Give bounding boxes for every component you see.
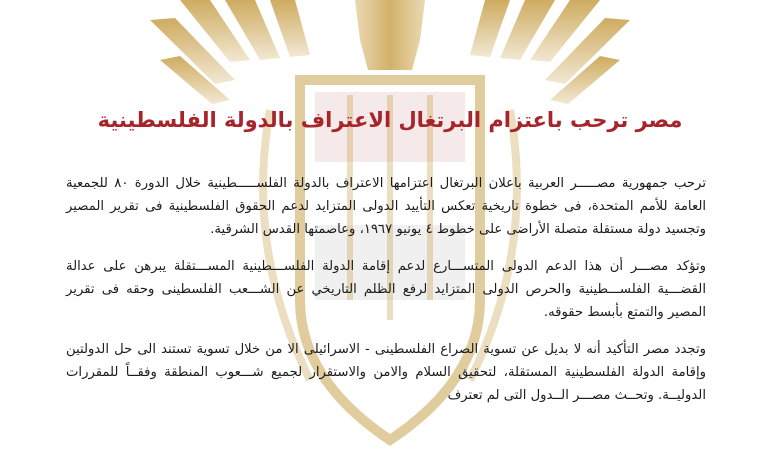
eagle-body bbox=[355, 0, 425, 70]
document-body bbox=[66, 172, 706, 421]
paragraph-1: ترحب جمهورية مصـــــر العربية باعلان البرتغال اعتزامها الاعتراف بالدولة الفلســـــطينية خلال الدورة ٨٠ للجمعية العامة للأمم المتحدة، فى خطوة تاريخية تعكس التأييد الدولى المتزايد لدعم الحقوق الفلسطينية فى تقرير المصير وتجسيد دولة مستقلة متصلة الأراضى على خطوط ٤ يونيو ١٩٦٧، وعاصمتها القدس الشرقية. bbox=[66, 176, 707, 237]
right-wing bbox=[470, 0, 630, 104]
document-title: مصر ترحب باعتزام البرتغال الاعتراف بالدولة الفلسطينية bbox=[97, 108, 683, 132]
paragraph-3: وتجدد مصر التأكيد أنه لا بديل عن تسوية الصراع الفلسطينى - الاسرائيلى الا من خلال تسوية تستند الى حل الدولتين وإقامة الدولة الفلسطينية المستقلة، لتحقيق السلام والامن والاستقرار لجميع شـــعوب المنطقة وفقــاً للمقررات الدوليــة. وتحــث مصـــر الــدول التى لم تعترف bbox=[66, 342, 706, 403]
left-wing bbox=[150, 0, 310, 104]
paragraph-2: وتؤكد مصـــر أن هذا الدعم الدولى المتســـارع لدعم إقامة الدولة الفلســـطينية المســـتقلة يبرهن على عدالة القضـــية الفلســـطينية والحرص الدولى المتزايد لرفع الظلم التاريخي عن الشـــعب الفلسطينى وحقه فى تقرير المصير والتمتع بأبسط حقوقه. bbox=[66, 259, 706, 320]
